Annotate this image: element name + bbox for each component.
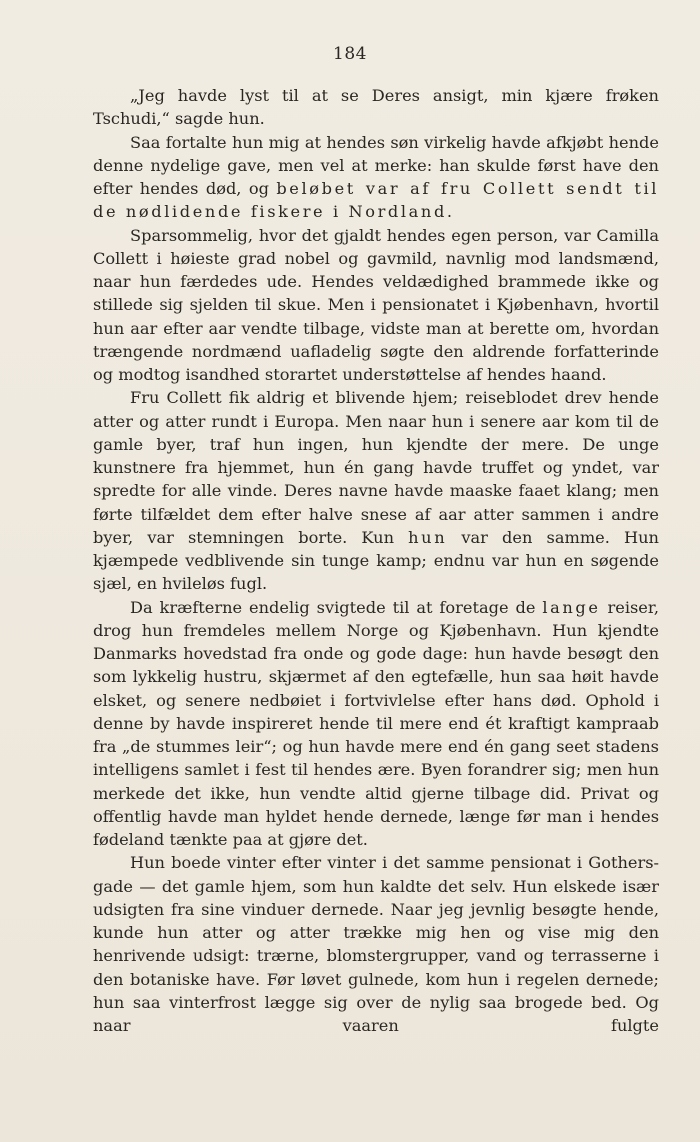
spaced-text: beløbet var af fru Collett sendt til de nødlidende fiskere i Nordland [93, 179, 659, 222]
text-segment: „Jeg havde lyst til at se Deres ansigt, min kjære frøken Tschudi,“ sagde hun. [93, 86, 659, 129]
text-segment: reiser, drog hun fremdeles mellem Norge og Kjøbenhavn. Hun kjendte Danmarks hovedstad fra onde og gode dage: hun havde besøgt den som lykkelig hustru, skjærmet af den egtefælle, hun saa høit havde elsket, og senere nedbøiet i fortvivlelse efter hans død. Ophold i denne by havde inspireret hende til mere end ét kraftigt kampraab fra „de stummes leir“; og hun havde mere end én gang seet stadens intelligens samlet i fest til hendes ære. Byen forandrer sig; men hun merkede det ikke, hun vendte altid gjerne tilbage did. Privat og offentlig havde man hyldet hende dernede, længe før man i hendes fødeland tænkte paa at gjøre det. [93, 597, 659, 849]
spaced-text: lange [542, 597, 601, 617]
text-segment: Fru Collett fik aldrig et blivende hjem; reiseblodet drev hende atter og atter rundt i Europa. Men naar hun i senere aar kom til de gamle byer, traf hun ingen, hun kjendte der mere. De unge kunstnere fra hjemmet, hun én gang havde truffet og yndet, var spredte for alle vinde. Deres navne havde maaske faaet klang; men førte tilfældet dem efter halve snese af aar atter sammen i andre byer, var stemningen borte. Kun [93, 388, 659, 547]
text-segment: Da kræfterne endelig svigtede til at foretage de [130, 597, 543, 617]
spaced-text: hun [408, 527, 448, 547]
paragraph-p4 [93, 386, 659, 595]
text-segment: var den samme. Hun kjæmpede vedblivende sin tunge kamp; endnu var hun en søgende sjæl, en hvileløs fugl. [93, 527, 659, 594]
paragraph-p1 [93, 84, 659, 131]
paragraph-p2 [93, 131, 659, 224]
page-number: 184 [333, 44, 367, 64]
body-text [93, 84, 659, 1037]
paragraph-p6 [93, 851, 659, 1037]
text-segment: . [446, 202, 453, 222]
paragraph-p5 [93, 596, 659, 852]
paragraph-p3 [93, 224, 659, 387]
text-segment: Saa fortalte hun mig at hendes søn virkelig havde afkjøbt hende denne nydelige gave, men vel at merke: han skulde først have den efter hendes død, og [93, 132, 659, 198]
text-segment: Sparsommelig, hvor det gjaldt hendes egen person, var Camilla Collett i høieste grad nobel og gavmild, navnlig mod landsmænd, naar hun færdedes ude. Hendes veldædighed brammede ikke og stillede sig sjelden til skue. Men i pensionatet i Kjøbenhavn, hvortil hun aar efter aar vendte tilbage, vidste man at berette om, hvordan trængende nordmænd uafladelig søgte den aldrende forfatterinde og modtog isandhed storartet understøttelse af hendes haand. [93, 225, 659, 384]
text-segment: Hun boede vinter efter vinter i det samme pensionat i Gothersgade — det gamle hjem, som hun kaldte det selv. Hun elskede især udsigten fra sine vinduer dernede. Naar jeg jevnlig besøgte hende, kunde hun atter og atter trække mig hen og vise mig den henrivende udsigt: trærne, blomstergrupper, vand og terrasserne i den botaniske have. Før løvet gulnede, kom hun i regelen dernede; hun saa vinterfrost lægge sig over de nylig saa brogede bed. Og naar vaaren fulgte [93, 853, 659, 1035]
